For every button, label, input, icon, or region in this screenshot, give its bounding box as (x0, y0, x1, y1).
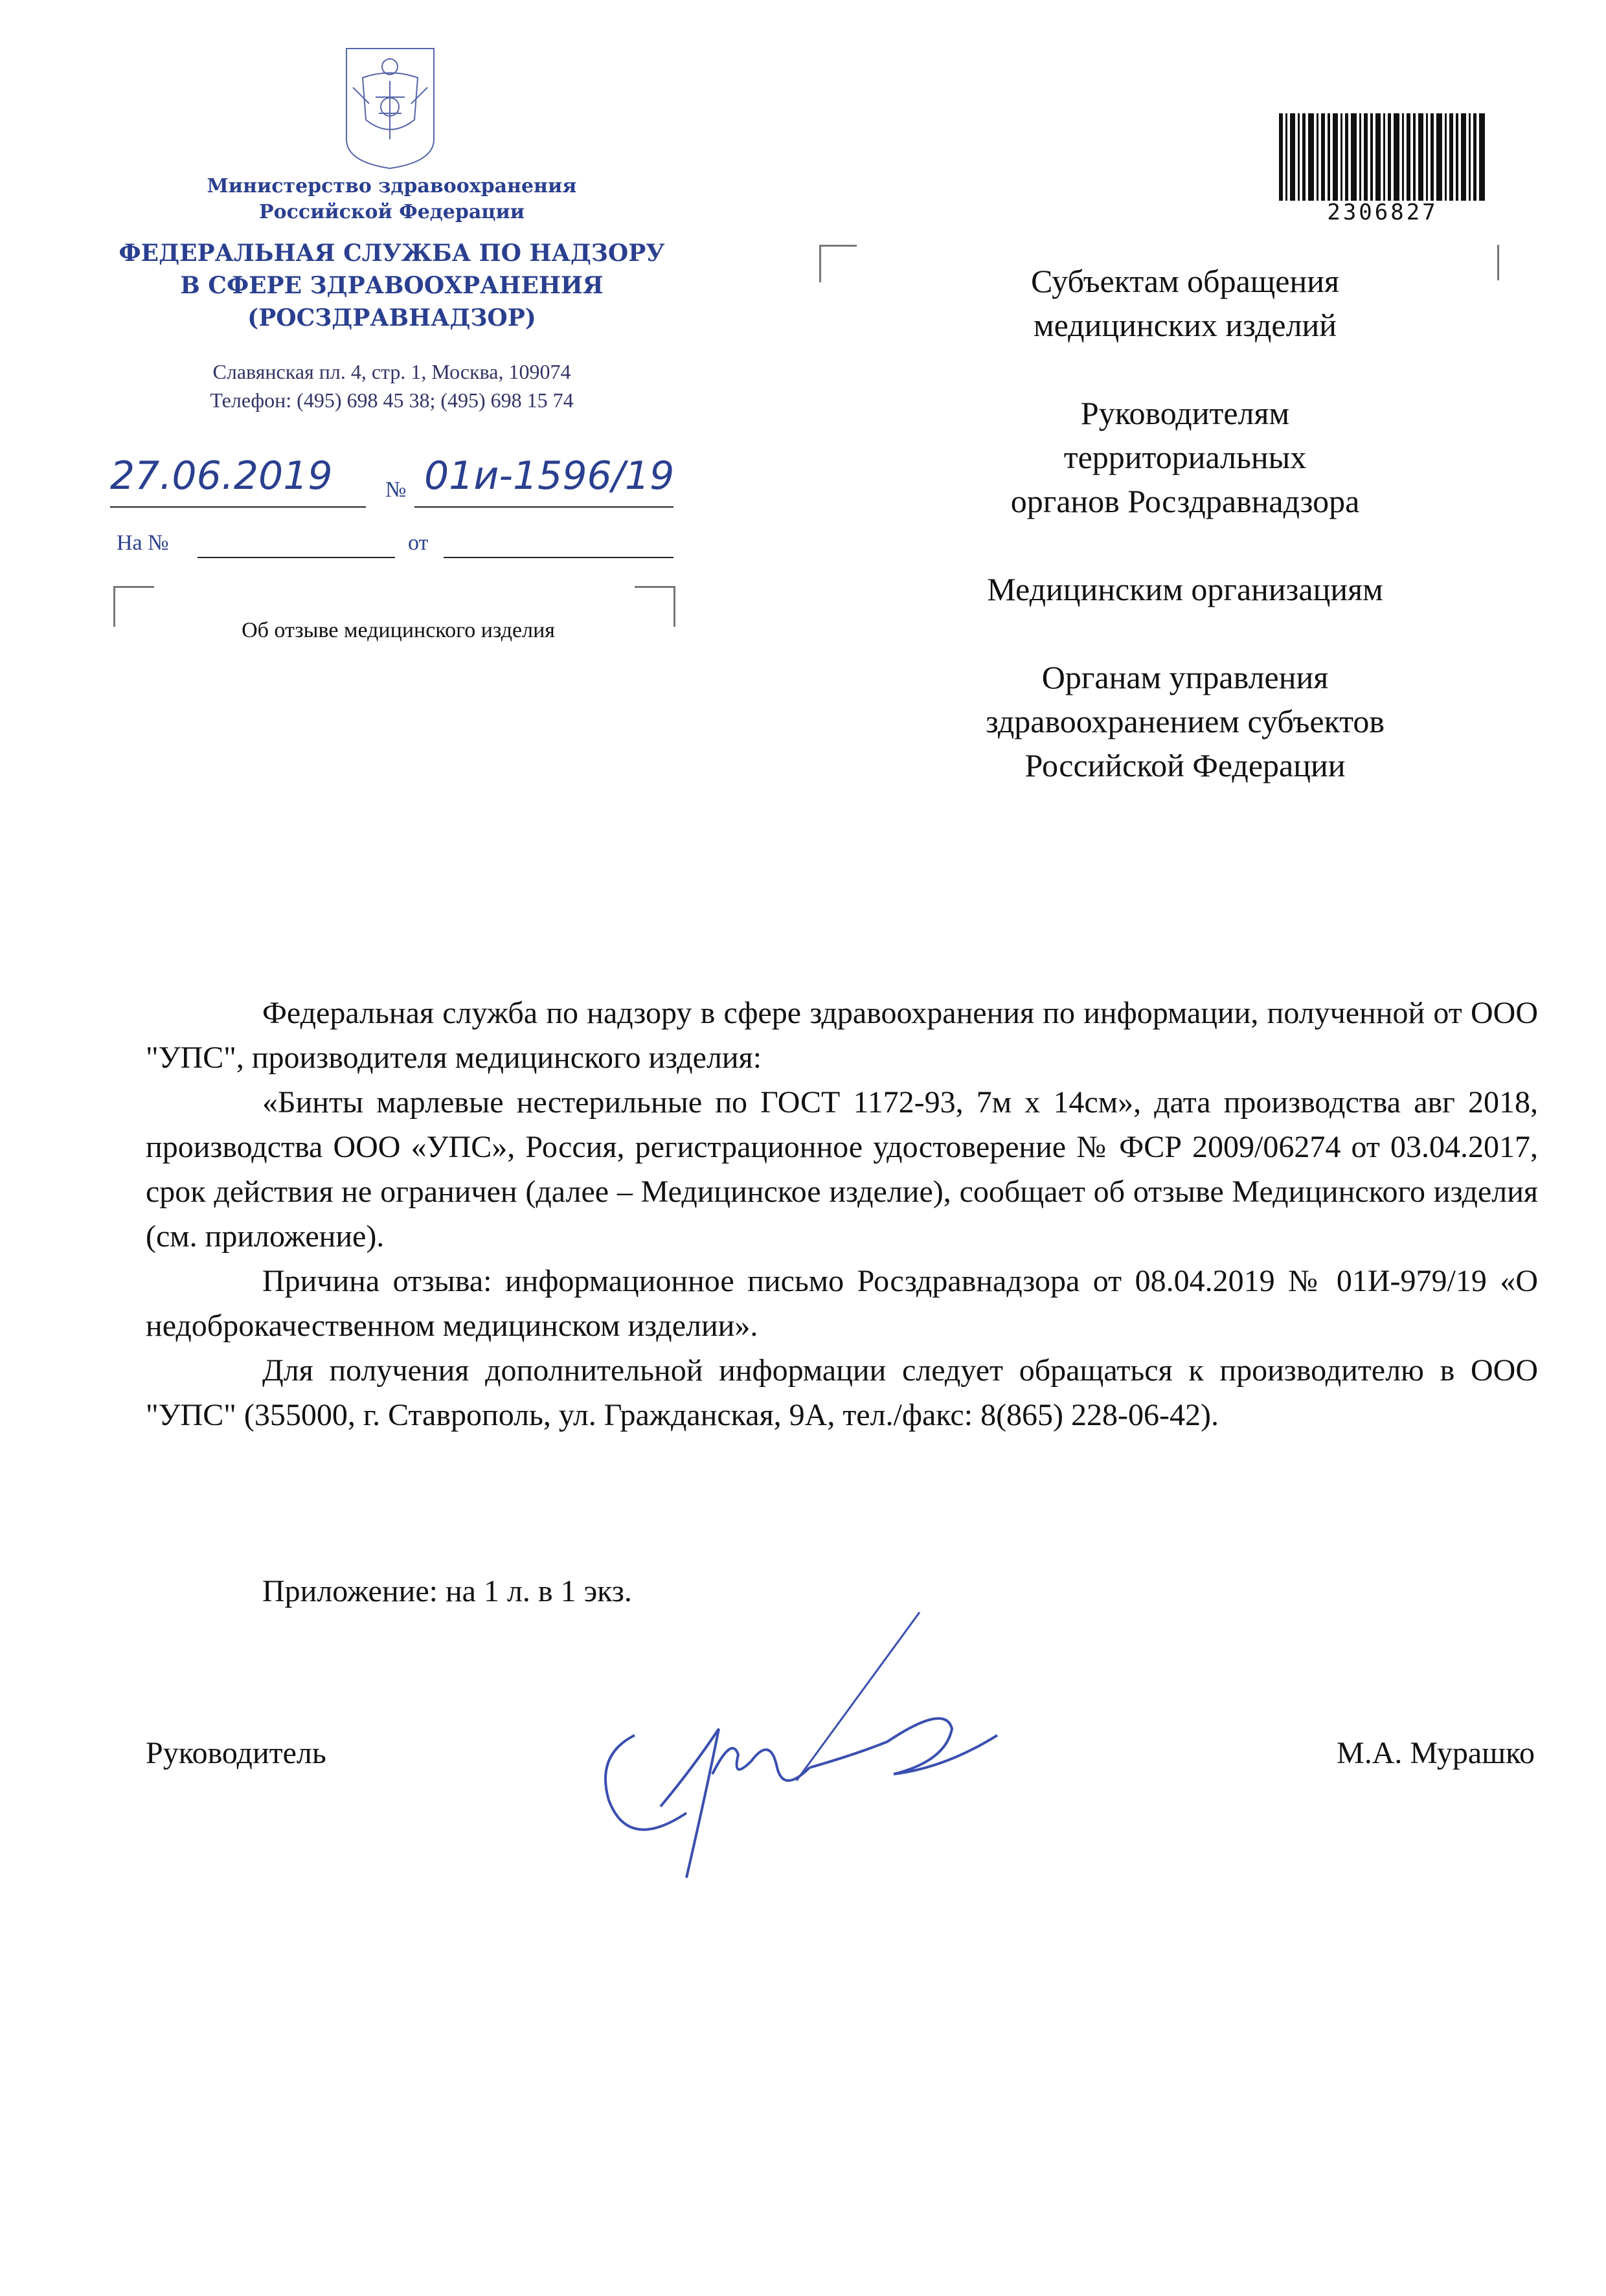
signer-name: М.А. Мурашко (1337, 1736, 1535, 1770)
letterhead (97, 174, 686, 414)
registration-block (110, 453, 693, 555)
addressee-line: Органам управления (1041, 659, 1329, 695)
body-paragraph: Для получения дополнительной информации следует обращаться к производителю в ООО "УПС" (355000, г. Ставрополь, ул. Гражданская, 9А, тел./факс: 8(865) 228-06-42). (146, 1353, 1538, 1432)
body-paragraph: «Бинты марлевые нестерильные по ГОСТ 1172-93, 7м х 14см», дата производства авг 2018, производства ООО «УПС», Россия, регистрационное удостоверение № ФСР 2009/06274 от 03.04.2017, срок действия не ограничен (далее – Медицинское изделие), сообщает об отзыве Медицинского изделия (см. приложение). (146, 1085, 1538, 1254)
emblem-icon (340, 42, 440, 172)
service-line-2: В СФЕРЕ ЗДРАВООХРАНЕНИЯ (180, 272, 604, 299)
body-paragraph: Причина отзыва: информационное письмо Росздравнадзора от 08.04.2019 № 01И-979/19 «О недоброкачественном медицинском изделии». (146, 1264, 1538, 1343)
reply-to-label: На № (117, 531, 169, 555)
address: Славянская пл. 4, стр. 1, Москва, 109074 (212, 360, 571, 383)
service-line-1: ФЕДЕРАЛЬНАЯ СЛУЖБА ПО НАДЗОРУ (119, 240, 665, 267)
addressee-line: Медицинским организациям (987, 571, 1383, 607)
address-corner-left (819, 245, 857, 282)
registration-date: 27.06.2019 (110, 453, 333, 499)
service-line-3: (РОСЗДРАВНАДЗОР) (247, 304, 536, 332)
body-paragraph: Федеральная служба по надзору в сфере здравоохранения по информации, полученной от ООО "УПС", производителя медицинского изделия: (146, 996, 1538, 1075)
addressee-line: территориальных (1063, 439, 1307, 475)
addressee-line: Российской Федерации (1024, 747, 1346, 783)
address-corner-right (1496, 245, 1499, 280)
addressee-block (881, 259, 1489, 831)
number-sign: № (385, 478, 407, 502)
phone: Телефон: (495) 698 45 38; (495) 698 15 74 (210, 388, 574, 412)
attachment-note: Приложение: на 1 л. в 1 экз. (262, 1574, 632, 1608)
barcode-number: 2306827 (1327, 199, 1438, 225)
addressee-group (881, 391, 1489, 523)
barcode (1279, 113, 1486, 201)
signer-position: Руководитель (146, 1736, 326, 1770)
registration-number: 01и-1596/19 (424, 453, 675, 499)
addressee-line: здравоохранением субъектов (985, 703, 1385, 739)
from-label: от (408, 531, 429, 555)
addressee-group (881, 567, 1489, 611)
addressee-line: медицинских изделий (1033, 307, 1337, 343)
letter-body (146, 991, 1538, 1437)
addressee-line: Руководителям (1080, 395, 1290, 431)
signature (583, 1606, 1023, 1904)
ministry-line-2: Российской Федерации (259, 201, 525, 223)
addressee-line: Субъектам обращения (1031, 263, 1339, 299)
addressee-group (881, 259, 1489, 347)
ministry-line-1: Министерство здравоохранения (207, 175, 577, 197)
addressee-group (881, 655, 1489, 787)
addressee-line: органов Росздравнадзора (1010, 483, 1360, 519)
letter-subject: Об отзыве медицинского изделия (242, 618, 555, 642)
